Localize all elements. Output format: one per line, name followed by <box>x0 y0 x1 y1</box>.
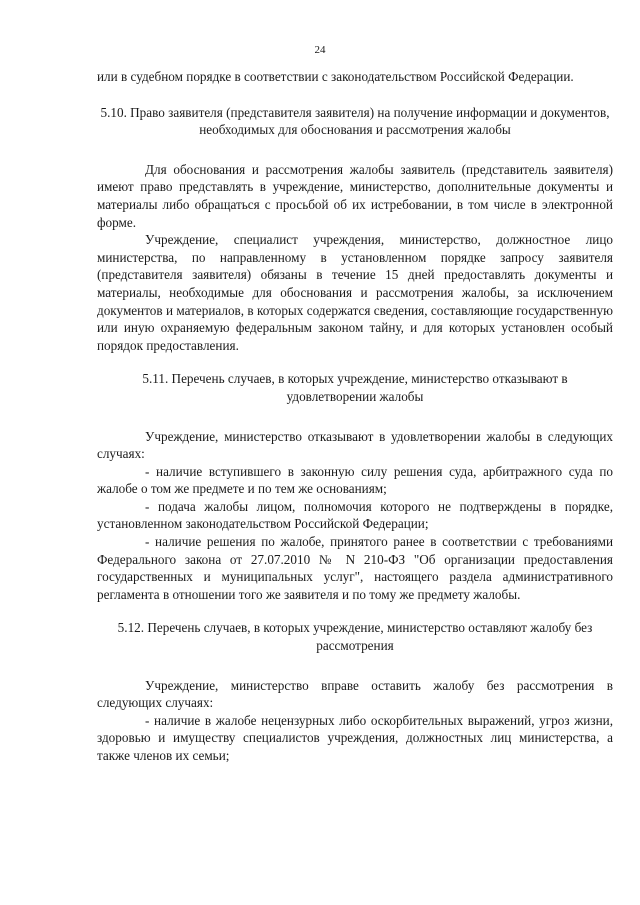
section-heading-5-10: 5.10. Право заявителя (представителя заявителя) на получение информации и документов, необходимых для обоснования и рассмотрения жалобы <box>100 104 610 138</box>
paragraph-5-10-b: Учреждение, специалист учреждения, министерство, должностное лицо министерства, по направленному в установленном порядке запросу заявителя (представителя заявителя) обязаны в течение 15 дней предоставлять документы и материалы, необходимые для обоснования и рассмотрения жалобы, за исключением документов и материалов, в которых содержатся сведения, составляющие государственную или иную охраняемую федеральным законом тайну, и для которых установлен особый порядок предоставления. <box>97 232 613 353</box>
page-number: 24 <box>314 44 326 56</box>
list-item-5-11-d: - наличие решения по жалобе, принятого ранее в соответствии с требованиями Федерального закона от 27.07.2010 № N 210-ФЗ "Об организации предоставления государственных и муниципальных услуг", настоящего раздела административного регламента в отношении того же заявителя и по тому же предмету жалобы. <box>97 534 613 602</box>
list-item-5-11-c: - подача жалобы лицом, полномочия которого не подтверждены в порядке, установленном законодательством Российской Федерации; <box>97 498 613 532</box>
paragraph-5-11-a: Учреждение, министерство отказывают в удовлетворении жалобы в следующих случаях: <box>97 428 613 462</box>
paragraph-5-10-a: Для обоснования и рассмотрения жалобы заявитель (представитель заявителя) имеют право представлять в учреждение, министерство, дополнительные документы и материалы либо обращаться с просьбой об их истребовании, в том числе в электронной форме. <box>97 161 613 230</box>
list-item-5-11-b: - наличие вступившего в законную силу решения суда, арбитражного суда по жалобе о том же предмете и по тем же основаниям; <box>97 463 613 497</box>
paragraph-5-12-a: Учреждение, министерство вправе оставить жалобу без рассмотрения в следующих случаях: <box>97 677 613 711</box>
section-heading-5-12: 5.12. Перечень случаев, в которых учреждение, министерство оставляют жалобу без рассмотрения <box>117 620 593 654</box>
section-heading-5-11: 5.11. Перечень случаев, в которых учреждение, министерство отказывают в удовлетворении жалобы <box>142 371 568 404</box>
intro-paragraph: или в судебном порядке в соответствии с законодательством Российской Федерации. <box>97 69 574 84</box>
document-body <box>97 68 613 765</box>
list-item-5-12-b: - наличие в жалобе нецензурных либо оскорбительных выражений, угроз жизни, здоровью и имуществу специалистов учреждения, должностных лиц министерства, а также членов их семьи; <box>97 712 613 763</box>
